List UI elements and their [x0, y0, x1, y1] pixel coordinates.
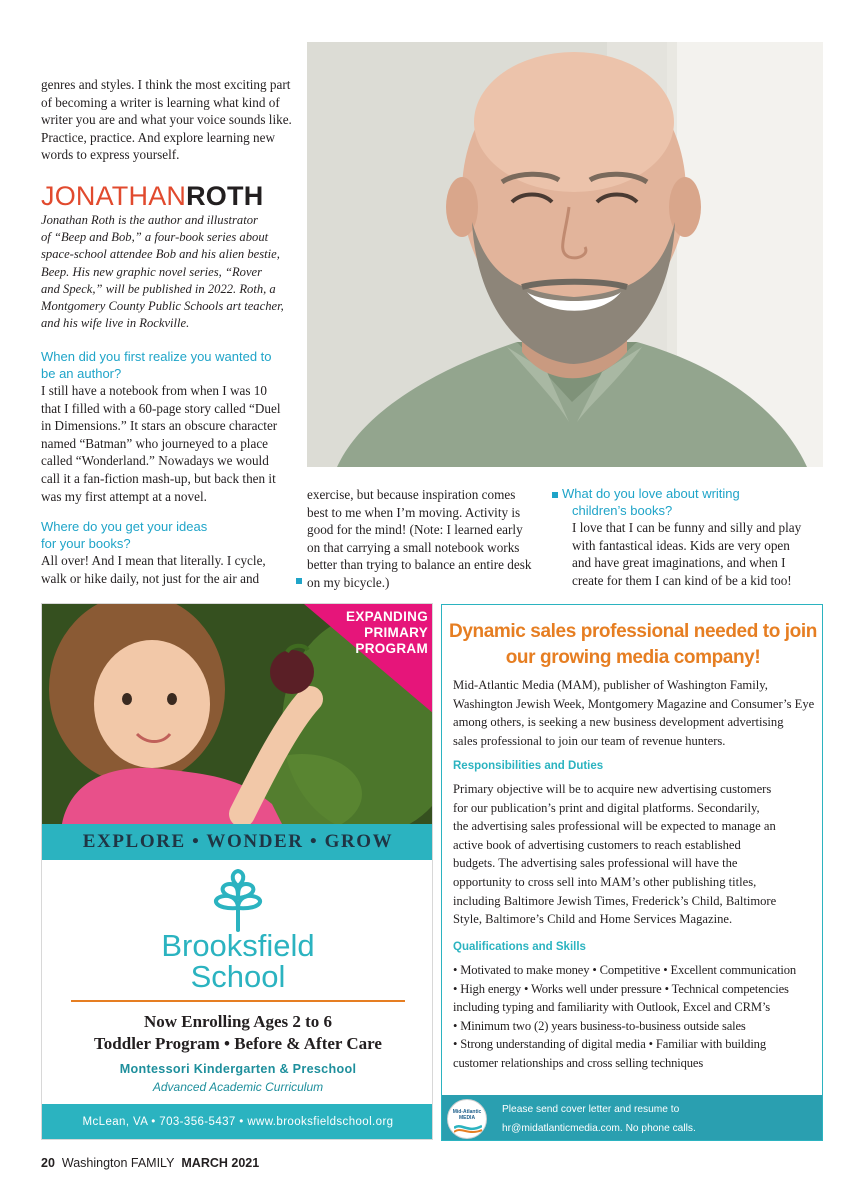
text-line: Style, Baltimore’s Child and Home Services Magazine.: [453, 912, 733, 927]
qualifications-list: [453, 961, 815, 1073]
text-line: Please send cover letter and resume to: [502, 1104, 680, 1115]
text-line: among others, is seeking a new business development advertising: [453, 715, 784, 730]
text-line: and Speck,” will be published in 2022. Roth, a: [41, 281, 276, 296]
text-line: including typing and familiarity with Outlook, Excel and CRM’s: [453, 1000, 771, 1015]
text-line: was my first attempt at a novel.: [41, 488, 207, 504]
question-heading: children’s books?: [572, 502, 673, 518]
question-heading: for your books?: [41, 535, 131, 551]
headline-line: Dynamic sales professional needed to join: [449, 621, 817, 642]
application-instructions: [502, 1100, 696, 1138]
mid-atlantic-media-logo: [447, 1099, 487, 1139]
text-line: • High energy • Works well under pressure • Technical competencies: [453, 981, 789, 996]
wave-icon: [454, 1122, 482, 1134]
text-line: on my bicycle.): [307, 574, 390, 590]
text-line: writer you are and what your voice sounds like.: [41, 112, 292, 128]
text-line: genres and styles. I think the most exciting part: [41, 77, 291, 92]
intro-paragraph: [41, 76, 303, 164]
text-line: with fantastical ideas. Kids are very open: [572, 537, 790, 553]
montessori-line: Montessori Kindergarten & Preschool: [119, 1062, 357, 1076]
contact-footer[interactable]: McLean, VA • 703-356-5437 • www.brooksfieldschool.org: [42, 1104, 433, 1140]
author-last-name: ROTH: [186, 181, 264, 211]
text-line: and his wife live in Rockville.: [41, 316, 190, 331]
text-line: budgets. The advertising sales professional will have the: [453, 856, 738, 871]
text-line: call it a fan-fiction mash-up, but back then it: [41, 470, 276, 486]
question-3-block: [562, 486, 824, 589]
text-line: better than trying to balance an entire desk: [307, 557, 532, 573]
intro-paragraph: [453, 676, 815, 750]
programs-heading: Toddler Program • Before & After Care: [94, 1034, 382, 1053]
text-line: in Dimensions.” It stars an obscure character: [41, 418, 278, 434]
text-line: • Minimum two (2) years business-to-business outside sales: [453, 1018, 746, 1033]
explore-banner: EXPLORE • WONDER • GROW: [42, 824, 433, 860]
bullet-square-icon: [552, 492, 558, 498]
text-line: words to express yourself.: [41, 147, 180, 163]
text-line: Primary objective will be to acquire new advertising customers: [453, 782, 772, 796]
publication-name: Washington FAMILY: [61, 1156, 175, 1170]
text-line: create for them I can kind of be a kid too!: [572, 572, 792, 588]
text-line: best to me when I’m moving. Activity is: [307, 504, 521, 520]
question-1-block: [41, 349, 303, 505]
text-line: and have great imaginations, and when I: [572, 555, 786, 571]
question-heading: be an author?: [41, 365, 122, 381]
child-gardening-photo: [42, 604, 433, 824]
issue-date: MARCH 2021: [181, 1156, 260, 1170]
text-line: including Baltimore Jewish Times, Frederick’s Child, Baltimore: [453, 893, 777, 908]
author-first-name: JONATHAN: [41, 181, 187, 211]
text-line: I love that I can be funny and silly and play: [572, 520, 802, 535]
text-line: space-school attendee Bob and his alien bestie,: [41, 247, 280, 262]
text-line: exercise, but because inspiration comes: [307, 487, 516, 502]
curriculum-line: Advanced Academic Curriculum: [152, 1080, 324, 1094]
text-line: Jonathan Roth is the author and illustrator: [41, 213, 258, 227]
badge-line: PRIMARY: [364, 625, 428, 640]
question-heading: Where do you get your ideas: [41, 519, 208, 534]
text-line: • Motivated to make money • Competitive • Excellent communication: [453, 963, 797, 977]
enrolling-heading: Now Enrolling Ages 2 to 6: [143, 1012, 333, 1031]
text-line: • Strong understanding of digital media • Familiar with building: [453, 1037, 766, 1052]
text-line: I still have a notebook from when I was 10: [41, 383, 267, 398]
text-line: for our publication’s print and digital platforms. Secondarily,: [453, 800, 760, 815]
text-line: that I filled with a 60-page story called “Duel: [41, 400, 281, 416]
text-line: walk or hike daily, not just for the air and: [41, 570, 260, 586]
text-line: Mid-Atlantic Media (MAM), publisher of Washington Family,: [453, 678, 768, 692]
tree-logo-icon: [204, 868, 272, 932]
question-text: What do you love about writing: [562, 486, 740, 501]
responsibilities-heading: Responsibilities and Duties: [453, 760, 604, 772]
application-footer: [442, 1095, 823, 1141]
badge-line: EXPANDING: [346, 609, 428, 624]
orange-divider: [71, 1000, 405, 1002]
question-heading: [562, 486, 824, 503]
responsibilities-paragraph: [453, 780, 815, 929]
question-heading: When did you first realize you wanted to: [41, 349, 272, 364]
author-bio: [41, 212, 301, 332]
email-link[interactable]: hr@midatlanticmedia.com. No phone calls.: [502, 1123, 696, 1134]
page-number: 20: [41, 1156, 55, 1170]
text-line: the advertising sales professional will be expected to manage an: [453, 819, 776, 834]
text-line: Washington Jewish Week, Montgomery Magazine and Consumer’s Eye: [453, 696, 815, 711]
school-name-line: School: [190, 959, 286, 994]
brooksfield-school-ad[interactable]: [41, 603, 433, 1140]
text-line: All over! And I mean that literally. I cycle,: [41, 553, 266, 568]
text-line: active book of advertising customers to reach established: [453, 837, 741, 852]
school-name-line: Brooksfield: [161, 928, 315, 963]
author-photo: [307, 42, 823, 467]
job-headline: [442, 619, 823, 671]
school-name-logo: [42, 930, 433, 992]
end-mark-icon: [296, 578, 302, 584]
qualifications-heading: Qualifications and Skills: [453, 941, 586, 953]
text-line: Practice, practice. And explore learning new: [41, 129, 275, 145]
mam-job-ad: [441, 604, 823, 1141]
text-line: of becoming a writer is learning what kind of: [41, 94, 280, 110]
text-line: on that carrying a small notebook works: [307, 539, 520, 555]
logo-text: Mid-Atlantic MEDIA: [452, 1109, 482, 1121]
question-2-block: [41, 519, 303, 587]
text-line: Montgomery County Public Schools art teacher,: [41, 299, 284, 314]
text-line: of “Beep and Bob,” a four-book series about: [41, 230, 269, 245]
text-line: customer relationships and cross selling techniques: [453, 1055, 704, 1070]
badge-line: PROGRAM: [355, 641, 428, 656]
middle-column-text: [307, 486, 562, 592]
text-line: Beep. His new graphic novel series, “Rover: [41, 264, 263, 279]
headline-line: our growing media company!: [505, 647, 761, 668]
text-line: sales professional to join our team of revenue hunters.: [453, 733, 726, 748]
text-line: good for the mind! (Note: I learned early: [307, 522, 523, 538]
expanding-program-badge: [346, 609, 428, 657]
page-folio: [41, 1156, 259, 1170]
text-line: called “Wonderland.” Nowadays we would: [41, 453, 269, 469]
author-portrait-illustration: [307, 42, 823, 467]
text-line: opportunity to cross sell into MAM’s other publishing titles,: [453, 874, 757, 889]
text-line: named “Batman” who journeyed to a place: [41, 435, 269, 451]
author-name-heading: [41, 181, 263, 211]
